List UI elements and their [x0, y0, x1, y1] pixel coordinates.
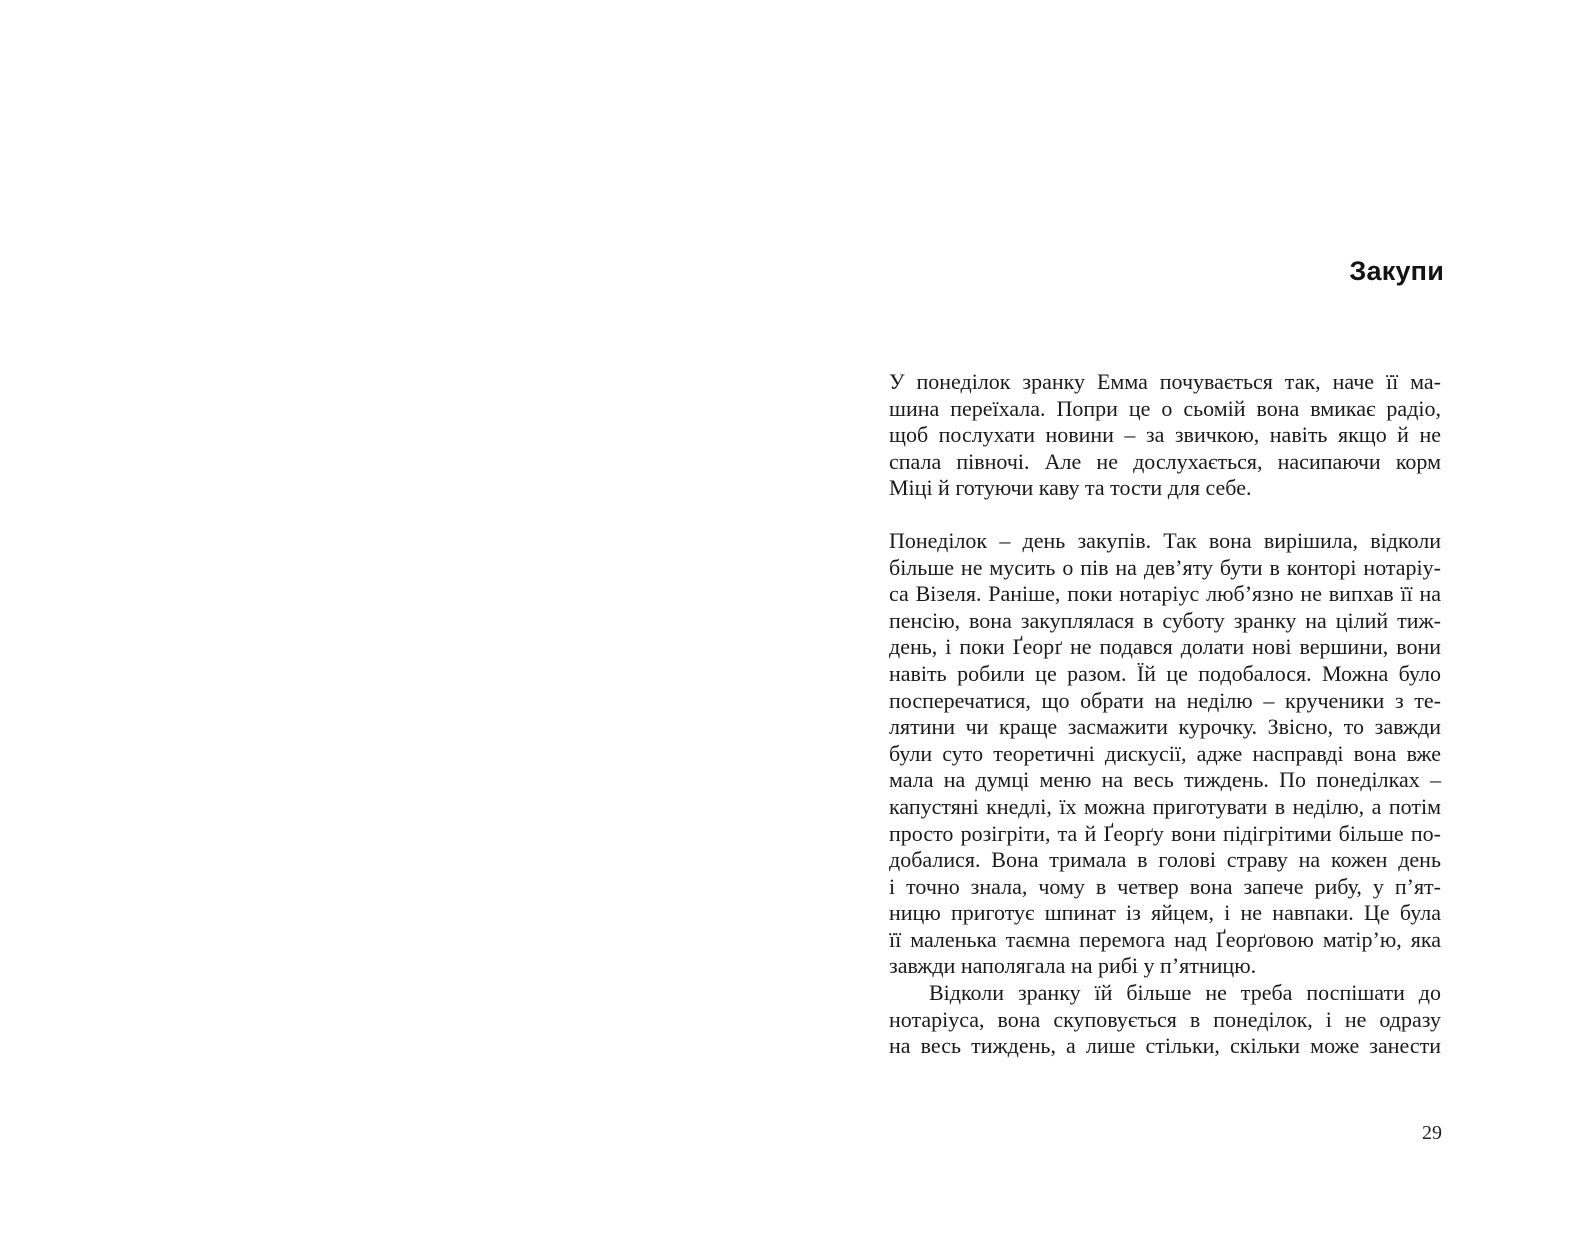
text-line: щоб послухати новини – за звичкою, навіть якщо й не — [889, 422, 1441, 448]
text-line: ницю приготує шпинат із яйцем, і не навпаки. Це була — [889, 900, 1441, 926]
chapter-title: Закупи — [1349, 256, 1444, 286]
text-line: і точно знала, чому в четвер вона запече рибу, у п’ят- — [889, 873, 1441, 899]
text-line: мала на думці меню на весь тиждень. По понеділках – — [889, 767, 1441, 793]
text-line: завжди наполягала на рибі у п’ятницю. — [889, 953, 1257, 979]
text-line: на весь тиждень, а лише стільки, скільки може занести — [889, 1033, 1441, 1059]
text-line: шина переїхала. Попри це о сьомій вона вмикає радіо, — [889, 395, 1441, 421]
text-line: У понеділок зранку Емма почувається так, наче її ма- — [889, 369, 1441, 394]
page-number: 29 — [1422, 1122, 1442, 1144]
text-line: лятини чи краще засмажити курочку. Звісно, то завжди — [889, 714, 1441, 740]
text-line: капустяні кнедлі, їх можна приготувати в неділю, а потім — [889, 793, 1441, 819]
body-text — [889, 369, 1441, 1060]
paragraph-gap — [889, 502, 1441, 528]
text-line: пенсію, вона закуплялася в суботу зранку на цілий тиж- — [889, 607, 1441, 633]
right-page — [797, 0, 1594, 1258]
text-line: були суто теоретичні дискусії, адже насправді вона вже — [889, 740, 1441, 766]
text-line: добалися. Вона тримала в голові страву на кожен день — [889, 847, 1441, 873]
text-line: Понеділок – день закупів. Так вона вирішила, відколи — [889, 527, 1441, 553]
text-line: день, і поки Ґеорґ не подався долати нові вершини, вони — [889, 634, 1441, 660]
text-line: са Візеля. Раніше, поки нотаріус люб’язно не випхав її на — [889, 581, 1441, 607]
text-line: посперечатися, що обрати на неділю – крученики з те- — [889, 687, 1441, 713]
text-line: більше не мусить о пів на дев’яту бути в конторі нотаріу- — [889, 554, 1441, 580]
text-line: спала півночі. Але не дослухається, насипаючи корм — [889, 448, 1441, 474]
text-line: Міці й готуючи каву та тости для себе. — [889, 475, 1252, 501]
text-line: навіть робили це разом. Їй це подобалося. Можна було — [889, 660, 1441, 686]
text-line: нотаріуса, вона скуповується в понеділок, і не одразу — [889, 1006, 1441, 1032]
text-line: просто розігріти, та й Ґеорґу вони підігрітими більше по- — [889, 820, 1441, 846]
text-line: її маленька таємна перемога над Ґеорґовою матір’ю, яка — [889, 926, 1441, 952]
text-line: Відколи зранку їй більше не треба поспішати до — [929, 980, 1441, 1006]
